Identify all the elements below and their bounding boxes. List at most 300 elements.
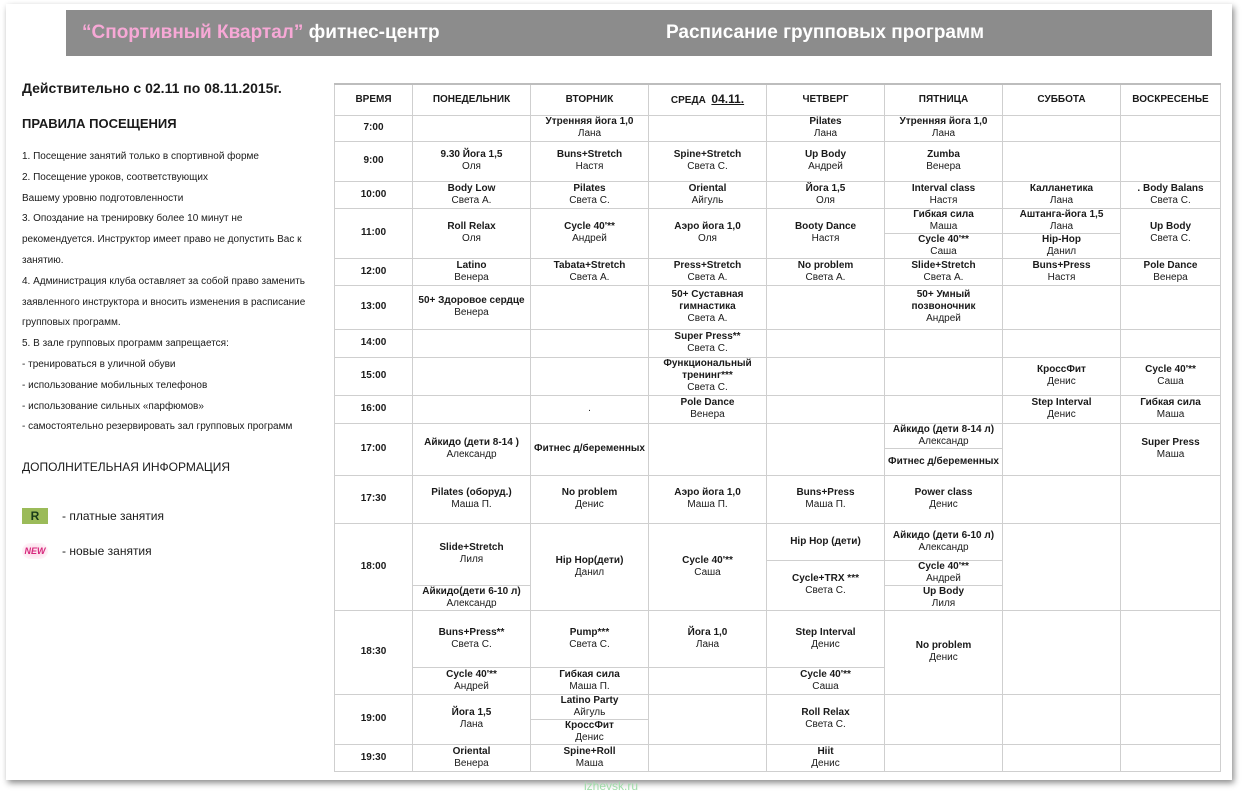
table-row	[335, 744, 1221, 771]
class-name: Айкидо(дети 6-10 л)	[422, 585, 521, 597]
class-cell	[1121, 329, 1221, 357]
table-row	[335, 285, 1221, 329]
instructor: Света С.	[1150, 233, 1191, 244]
class-cell	[1003, 475, 1121, 523]
instructor: Венера	[690, 409, 725, 420]
class-cell	[885, 285, 1003, 329]
class-name: Step Interval	[1031, 397, 1092, 408]
instructor: Саша	[694, 566, 721, 578]
class-cell	[767, 329, 885, 357]
class-cell	[1121, 208, 1221, 258]
class-cell	[767, 610, 885, 667]
class-cell	[1121, 141, 1221, 181]
class-name: Latino	[456, 259, 487, 271]
class-name: Up Body	[922, 585, 965, 597]
class-cell	[649, 141, 767, 181]
class-name: Roll Relax	[801, 707, 850, 718]
class-cell	[1003, 285, 1121, 329]
class-cell	[413, 694, 531, 744]
instructor: Оля	[462, 233, 481, 244]
class-name: Spine+Stretch	[673, 149, 742, 160]
table-row	[335, 423, 1221, 448]
class-cell	[885, 115, 1003, 141]
table-row	[335, 258, 1221, 285]
time-cell: 15:00	[335, 357, 413, 395]
class-cell	[531, 523, 649, 610]
table-row	[335, 523, 1221, 560]
class-cell	[767, 667, 885, 694]
instructor: Лиля	[459, 554, 484, 565]
instructor: Андрей	[572, 233, 607, 244]
class-cell	[767, 423, 885, 475]
class-name: Pilates	[573, 182, 606, 194]
instructor: Денис	[811, 757, 840, 769]
instructor: Света А.	[569, 271, 610, 283]
paid-icon: R	[22, 508, 48, 524]
page-title: Расписание групповых программ	[666, 22, 985, 43]
brand-title	[82, 22, 440, 44]
rule-line: 5. В зале групповых программ запрещается:	[22, 338, 229, 350]
class-name: Hip-Hop	[1042, 233, 1081, 245]
class-cell	[1003, 141, 1121, 181]
class-name: Pilates (оборуд.)	[431, 487, 512, 498]
instructor: Маша	[1156, 409, 1185, 420]
class-cell	[1121, 610, 1221, 694]
instructor: Денис	[811, 638, 840, 650]
instructor: Маша	[929, 220, 958, 232]
class-cell	[649, 258, 767, 285]
class-cell	[1003, 357, 1121, 395]
class-name: Super Press	[1141, 437, 1200, 448]
class-name: Cycle+TRX ***	[792, 573, 859, 584]
class-cell	[885, 423, 1003, 448]
class-cell	[885, 560, 1003, 585]
instructor: Маша П.	[805, 499, 846, 510]
class-cell	[1003, 423, 1121, 475]
col-mon: ПОНЕДЕЛЬНИК	[413, 84, 531, 115]
class-cell	[767, 115, 885, 141]
class-name: Фитнес д/беременных	[888, 455, 999, 467]
class-name: Cycle 40'**	[918, 233, 969, 245]
class-cell	[649, 667, 767, 694]
instructor: Денис	[1047, 376, 1076, 387]
class-name: Гибкая сила	[1140, 397, 1201, 408]
class-cell	[531, 610, 649, 667]
class-name: No problem	[561, 487, 618, 498]
instructor: Лана	[1049, 220, 1074, 232]
time-cell: 17:30	[335, 475, 413, 523]
class-cell	[767, 744, 885, 771]
class-cell	[1003, 258, 1121, 285]
class-cell	[767, 357, 885, 395]
class-name: Oriental	[688, 182, 727, 194]
legend-new-label: - новые занятия	[62, 543, 152, 558]
instructor: Саша	[812, 680, 839, 692]
class-cell	[1003, 744, 1121, 771]
class-cell	[1121, 285, 1221, 329]
instructor: Маша П.	[451, 499, 492, 510]
class-cell	[531, 395, 649, 423]
class-name: Buns+Stretch	[556, 149, 623, 160]
class-name: . Body Balans	[1137, 182, 1204, 194]
instructor: Александр	[446, 449, 497, 460]
rule-line: - использование сильных «парфюмов»	[22, 400, 204, 412]
info-panel	[22, 80, 322, 568]
rule-line: - самостоятельно резервировать зал групповых программ	[22, 421, 293, 433]
class-name: Айкидо (дети 8-14 л)	[892, 423, 995, 435]
class-cell	[413, 258, 531, 285]
instructor: Оля	[698, 233, 717, 244]
class-cell	[531, 744, 649, 771]
rule-line: Вашему уровню подготовленности	[22, 192, 184, 204]
class-cell	[1003, 694, 1121, 744]
instructor: Света А.	[687, 271, 728, 283]
class-name: Йога 1,0	[687, 626, 728, 638]
class-cell	[885, 233, 1003, 258]
class-cell	[885, 610, 1003, 694]
class-cell	[413, 395, 531, 423]
class-name: Cycle 40'**	[1145, 364, 1196, 375]
class-cell	[767, 258, 885, 285]
instructor: Андрей	[926, 313, 961, 324]
rule-line: занятию.	[22, 254, 64, 266]
brand-name: “Спортивный Квартал”	[82, 22, 304, 43]
class-name: Аштанга-йога 1,5	[1019, 208, 1104, 220]
class-name: No problem	[797, 259, 854, 271]
class-name: 50+ Суставная гимнастика	[671, 289, 744, 312]
table-row	[335, 357, 1221, 395]
class-cell	[885, 395, 1003, 423]
class-cell	[885, 694, 1003, 744]
class-name: Buns+Press	[796, 487, 855, 498]
instructor: Денис	[575, 731, 604, 743]
class-cell	[885, 523, 1003, 560]
class-cell	[531, 694, 649, 719]
class-name: Latino Party	[560, 694, 619, 706]
instructor: Венера	[454, 757, 489, 769]
class-cell	[767, 475, 885, 523]
time-cell: 12:00	[335, 258, 413, 285]
instructor: Андрей	[454, 680, 489, 692]
class-cell	[767, 208, 885, 258]
class-cell	[413, 744, 531, 771]
instructor: Настя	[1047, 271, 1076, 283]
class-name: 50+ Умный позвоночник	[911, 289, 976, 312]
class-cell	[1121, 115, 1221, 141]
class-cell	[413, 329, 531, 357]
header-bar	[66, 10, 1212, 56]
class-name: Buns+Press**	[438, 626, 505, 638]
instructor: Лана	[577, 128, 602, 139]
instructor: Света А.	[923, 271, 964, 283]
class-name: Buns+Press	[1032, 259, 1091, 271]
col-fri: ПЯТНИЦА	[885, 84, 1003, 115]
class-name: Slide+Stretch	[439, 542, 504, 553]
class-cell	[531, 667, 649, 694]
time-cell: 10:00	[335, 181, 413, 208]
class-name: КроссФит	[1037, 364, 1086, 375]
class-cell	[531, 208, 649, 258]
class-cell	[1121, 258, 1221, 285]
class-cell	[649, 610, 767, 667]
class-name: Функциональный тренинг***	[663, 358, 752, 381]
class-cell	[649, 523, 767, 610]
class-cell	[1003, 523, 1121, 610]
class-cell	[413, 667, 531, 694]
class-name: Power class	[914, 487, 973, 498]
time-cell: 14:00	[335, 329, 413, 357]
instructor: Света С.	[805, 719, 846, 730]
class-cell	[413, 610, 531, 667]
class-cell	[1121, 357, 1221, 395]
class-cell	[531, 329, 649, 357]
rules-list	[22, 147, 322, 438]
class-cell	[885, 448, 1003, 475]
class-cell	[413, 208, 531, 258]
class-cell	[1003, 115, 1121, 141]
col-thu: ЧЕТВЕРГ	[767, 84, 885, 115]
class-name: Гибкая сила	[559, 668, 620, 680]
class-cell	[649, 285, 767, 329]
time-cell: 13:00	[335, 285, 413, 329]
col-wed-date: 04.11.	[711, 91, 745, 106]
legend-paid	[22, 498, 322, 533]
instructor: Маша	[575, 757, 604, 769]
instructor: Андрей	[926, 572, 961, 584]
class-name: Up Body	[1149, 221, 1192, 232]
instructor: Денис	[575, 499, 604, 510]
instructor: Света А.	[687, 313, 728, 324]
instructor: Айгуль	[691, 194, 724, 206]
instructor: Айгуль	[573, 706, 606, 718]
class-cell	[649, 694, 767, 744]
class-cell	[1121, 475, 1221, 523]
class-cell	[649, 475, 767, 523]
instructor: Саша	[1157, 376, 1184, 387]
class-cell	[649, 208, 767, 258]
class-cell	[531, 115, 649, 141]
class-name: Pole Dance	[680, 397, 735, 408]
validity-period: Действительно с 02.11 по 08.11.2015г.	[22, 80, 282, 96]
instructor: Света С.	[687, 343, 728, 354]
rule-line: 2. Посещение уроков, соответствующих	[22, 171, 208, 183]
rule-line: 3. Опоздание на тренировку более 10 минут не	[22, 213, 243, 225]
instructor: Лана	[813, 128, 838, 139]
time-cell: 17:00	[335, 423, 413, 475]
time-cell: 18:30	[335, 610, 413, 694]
col-wed-label: СРЕДА	[670, 94, 706, 106]
class-name: Up Body	[804, 149, 847, 160]
class-cell	[649, 329, 767, 357]
instructor: Настя	[929, 194, 958, 206]
class-cell	[413, 475, 531, 523]
class-name: КроссФит	[565, 719, 614, 731]
class-cell	[531, 258, 649, 285]
class-name: Tabata+Stretch	[553, 259, 626, 271]
instructor: Света С.	[569, 194, 610, 206]
instructor: Света С.	[569, 638, 610, 650]
instructor: Света С.	[805, 585, 846, 596]
class-cell	[413, 181, 531, 208]
instructor: Оля	[462, 161, 481, 172]
class-cell	[1003, 233, 1121, 258]
class-name: Гибкая сила	[913, 208, 974, 220]
class-cell	[413, 115, 531, 141]
class-cell	[885, 744, 1003, 771]
rule-line: 1. Посещение занятий только в спортивной форме	[22, 151, 259, 162]
instructor: Лана	[931, 128, 956, 139]
time-cell: 11:00	[335, 208, 413, 258]
class-name: Утренняя йога 1,0	[899, 116, 988, 127]
class-cell	[1003, 329, 1121, 357]
instructor: Лана	[1049, 194, 1074, 206]
class-cell	[1121, 523, 1221, 610]
class-name: Йога 1,5	[805, 182, 846, 194]
instructor: Андрей	[808, 161, 843, 172]
class-cell	[1121, 694, 1221, 744]
class-cell	[767, 523, 885, 560]
table-row	[335, 395, 1221, 423]
class-cell	[531, 141, 649, 181]
class-name: Press+Stretch	[673, 259, 742, 271]
instructor: Настя	[575, 161, 604, 172]
class-name: Super Press**	[674, 331, 741, 342]
instructor: Света А.	[805, 271, 846, 283]
instructor: Венера	[454, 271, 489, 283]
class-name: Айкидо (дети 8-14 )	[424, 437, 519, 448]
class-name: Айкидо (дети 6-10 л)	[892, 529, 995, 541]
rule-line: 4. Администрация клуба оставляет за собой право заменить	[22, 275, 305, 287]
class-cell	[767, 560, 885, 610]
class-cell	[885, 329, 1003, 357]
legend-new	[22, 533, 322, 568]
header-row	[335, 84, 1221, 115]
class-cell	[1121, 395, 1221, 423]
class-name: Аэро йога 1,0	[674, 487, 741, 498]
class-name: Body Low	[447, 182, 496, 194]
class-cell	[649, 181, 767, 208]
instructor: Маша П.	[687, 499, 728, 510]
class-name: Фитнес д/беременных	[534, 443, 645, 454]
time-cell: 9:00	[335, 141, 413, 181]
class-name: Hip Hop (дети)	[790, 535, 861, 547]
class-cell	[1121, 423, 1221, 475]
class-cell	[649, 115, 767, 141]
rule-line: рекомендуется. Инструктор имеет право не допустить Вас к	[22, 234, 302, 246]
watermark: izhevsk.ru	[584, 779, 639, 793]
instructor: Света С.	[451, 638, 492, 650]
col-sun: ВОСКРЕСЕНЬЕ	[1121, 84, 1221, 115]
instructor: Денис	[1047, 409, 1076, 420]
rule-line: - тренироваться в уличной обуви	[22, 358, 176, 370]
rules-title: ПРАВИЛА ПОСЕЩЕНИЯ	[22, 116, 177, 131]
class-name: Slide+Stretch	[911, 259, 976, 271]
rule-line: - использование мобильных телефонов	[22, 379, 208, 391]
class-cell	[1121, 181, 1221, 208]
class-cell	[531, 181, 649, 208]
table-row	[335, 610, 1221, 667]
class-name: Pump***	[569, 626, 610, 638]
instructor: Света С.	[1150, 194, 1191, 206]
class-name: Cycle 40'**	[564, 221, 615, 232]
instructor: Саша	[930, 245, 957, 257]
class-name: Аэро йога 1,0	[674, 221, 741, 232]
class-cell	[413, 423, 531, 475]
instructor: Настя	[811, 233, 840, 244]
time-cell: 19:00	[335, 694, 413, 744]
instructor: Александр	[446, 597, 497, 609]
brand-suffix: фитнес-центр	[303, 22, 440, 43]
instructor: Данил	[574, 566, 605, 578]
table-row	[335, 329, 1221, 357]
class-cell	[885, 141, 1003, 181]
time-cell: 18:00	[335, 523, 413, 610]
instructor: Лана	[459, 719, 484, 730]
instructor: Света А.	[451, 194, 492, 206]
class-cell	[531, 475, 649, 523]
class-name: Hip Hop(дети)	[555, 554, 624, 566]
class-cell	[1003, 208, 1121, 233]
class-name: Hiit	[817, 745, 834, 757]
class-name: .	[588, 403, 591, 414]
class-cell	[531, 357, 649, 395]
instructor: Маша	[1156, 449, 1185, 460]
schedule-table	[334, 83, 1221, 772]
table-row	[335, 208, 1221, 233]
extra-info-title: ДОПОЛНИТЕЛЬНАЯ ИНФОРМАЦИЯ	[22, 460, 230, 475]
class-name: Booty Dance	[794, 221, 857, 232]
class-cell	[649, 395, 767, 423]
class-cell	[767, 141, 885, 181]
class-cell	[413, 357, 531, 395]
instructor: Венера	[1153, 271, 1188, 283]
instructor: Оля	[816, 194, 835, 206]
class-name: Йога 1,5	[451, 707, 492, 718]
class-cell	[413, 141, 531, 181]
class-cell	[1121, 744, 1221, 771]
legend-paid-label: - платные занятия	[62, 508, 164, 523]
class-cell	[885, 475, 1003, 523]
rule-line: заявленного инструктора и вносить изменения в расписание	[22, 296, 306, 308]
class-name: No problem	[915, 640, 972, 651]
class-name: Pole Dance	[1143, 259, 1198, 271]
class-cell	[649, 744, 767, 771]
class-name: Step Interval	[795, 626, 856, 638]
instructor: Денис	[929, 652, 958, 663]
new-icon: NEW	[22, 543, 48, 559]
time-cell: 19:30	[335, 744, 413, 771]
class-name: Oriental	[452, 745, 491, 757]
class-cell	[413, 523, 531, 585]
instructor: Маша П.	[569, 680, 610, 692]
class-name: Spine+Roll	[563, 745, 616, 757]
class-cell	[885, 208, 1003, 233]
instructor: Александр	[918, 435, 969, 447]
instructor: Лиля	[931, 597, 956, 609]
class-cell	[767, 694, 885, 744]
class-cell	[649, 357, 767, 395]
class-name: Cycle 40'**	[446, 668, 497, 680]
class-cell	[413, 585, 531, 610]
class-cell	[1003, 395, 1121, 423]
class-cell	[767, 285, 885, 329]
class-name: Утренняя йога 1,0	[545, 116, 634, 127]
class-cell	[649, 423, 767, 475]
table-row	[335, 115, 1221, 141]
class-name: Roll Relax	[447, 221, 496, 232]
instructor: Данил	[1046, 245, 1077, 257]
class-name: 9.30 Йога 1,5	[440, 149, 503, 160]
